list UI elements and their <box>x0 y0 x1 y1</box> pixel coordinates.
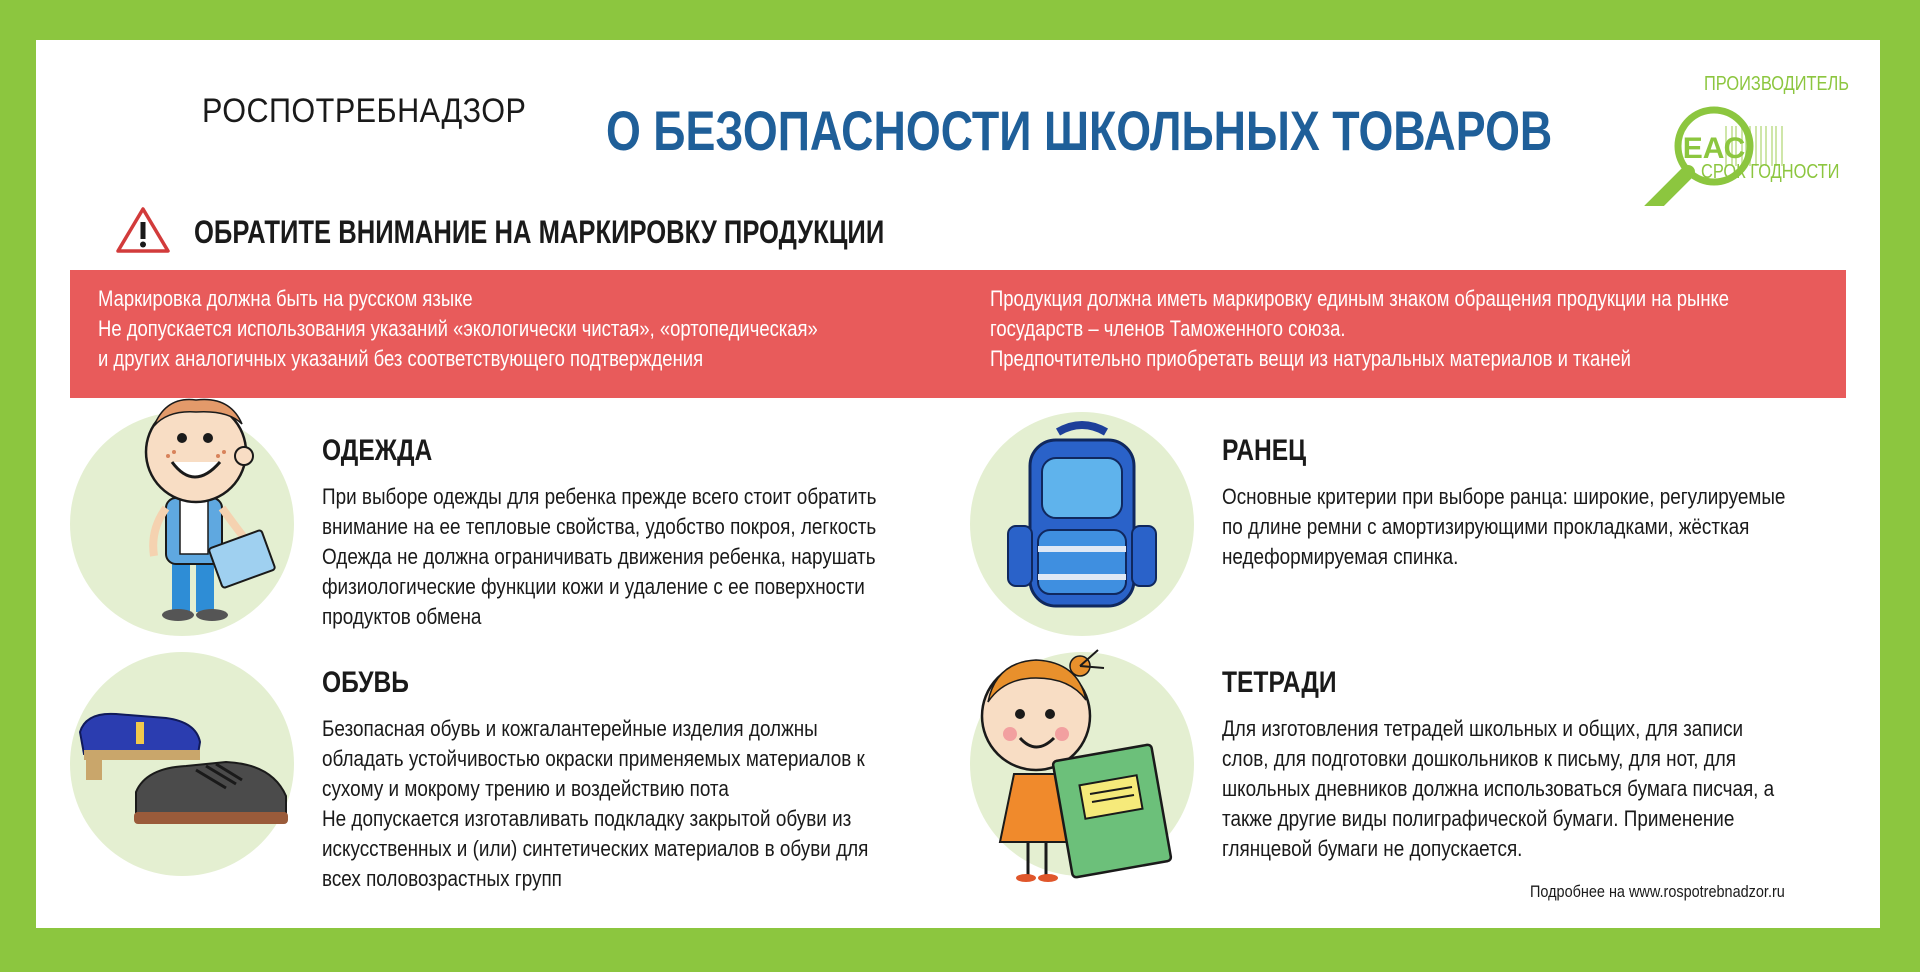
banner-right-text <box>990 284 1891 374</box>
body-line: При выборе одежды для ребенка прежде всего стоит обратить <box>322 484 877 509</box>
body-line: искусственных и (или) синтетических материалов в обуви для <box>322 836 869 861</box>
banner-line: и других аналогичных указаний без соответствующего подтверждения <box>98 346 704 371</box>
more-info-link[interactable]: Подробнее на www.rospotrebnadzor.ru <box>1530 882 1785 901</box>
body-line: Не допускается изготавливать подкладку закрытой обуви из <box>322 806 852 831</box>
labeling-banner <box>70 270 1846 398</box>
logo-text-producer: ПРОИЗВОДИТЕЛЬ <box>1704 73 1849 95</box>
banner-line: Не допускается использования указаний «экологически чистая», «ортопедическая» <box>98 316 818 341</box>
banner-line: Предпочтительно приобретать вещи из натуральных материалов и тканей <box>990 346 1631 371</box>
shoes-icon <box>76 692 296 862</box>
section-body-notebooks <box>1222 714 1879 864</box>
body-line: Безопасная обувь и кожгалантерейные изделия должны <box>322 716 818 741</box>
body-line: сухому и мокрому трению и воздействию пота <box>322 776 729 801</box>
section-body-clothes <box>322 482 982 632</box>
banner-line: Продукция должна иметь маркировку единым знаком обращения продукции на рынке <box>990 286 1730 311</box>
warning-text: ОБРАТИТЕ ВНИМАНИЕ НА МАРКИРОВКУ ПРОДУКЦИИ <box>194 214 885 250</box>
banner-left-text <box>98 284 976 374</box>
logo-text-expiry: СРОК ГОДНОСТИ <box>1701 161 1840 183</box>
body-line: также другие виды полиграфической бумаги. Применение <box>1222 806 1735 831</box>
body-line: глянцевой бумаги не допускается. <box>1222 836 1523 861</box>
backpack-icon <box>1002 418 1162 618</box>
org-name: РОСПОТРЕБНАДЗОР <box>202 92 527 130</box>
body-line: недеформируемая спинка. <box>1222 544 1459 569</box>
body-line: Одежда не должна ограничивать движения ребенка, нарушать <box>322 544 876 569</box>
body-line: Основные критерии при выборе ранца: широкие, регулируемые <box>1222 484 1786 509</box>
banner-line: государств – членов Таможенного союза. <box>990 316 1346 341</box>
body-line: физиологические функции кожи и удаление с ее поверхности <box>322 574 865 599</box>
poster <box>36 40 1880 928</box>
body-line: продуктов обмена <box>322 604 482 629</box>
section-title-notebooks: ТЕТРАДИ <box>1222 666 1337 699</box>
warning-triangle-icon <box>116 206 170 254</box>
banner-line: Маркировка должна быть на русском языке <box>98 286 473 311</box>
logo-mark: ЕАС <box>1682 132 1746 165</box>
section-title-backpack: РАНЕЦ <box>1222 434 1307 467</box>
girl-with-notebook-icon <box>966 644 1196 894</box>
section-body-shoes <box>322 714 972 894</box>
body-line: обладать устойчивостью окраски применяемых материалов к <box>322 746 865 771</box>
body-line: слов, для подготовки дошкольников к письму, для нот, для <box>1222 746 1737 771</box>
section-body-backpack <box>1222 482 1893 572</box>
body-line: по длине ремни с амортизирующими прокладками, жёсткая <box>1222 514 1750 539</box>
body-line: Для изготовления тетрадей школьных и общих, для записи <box>1222 716 1744 741</box>
body-line: внимание на ее тепловые свойства, удобство покроя, легкость <box>322 514 877 539</box>
boy-with-bag-icon <box>96 390 306 640</box>
body-line: школьных дневников должна использоваться бумага писчая, а <box>1222 776 1775 801</box>
page-title: О БЕЗОПАСНОСТИ ШКОЛЬНЫХ ТОВАРОВ <box>606 99 1553 162</box>
section-title-shoes: ОБУВЬ <box>322 666 409 699</box>
section-title-clothes: ОДЕЖДА <box>322 434 433 467</box>
body-line: всех половозрастных групп <box>322 866 562 891</box>
